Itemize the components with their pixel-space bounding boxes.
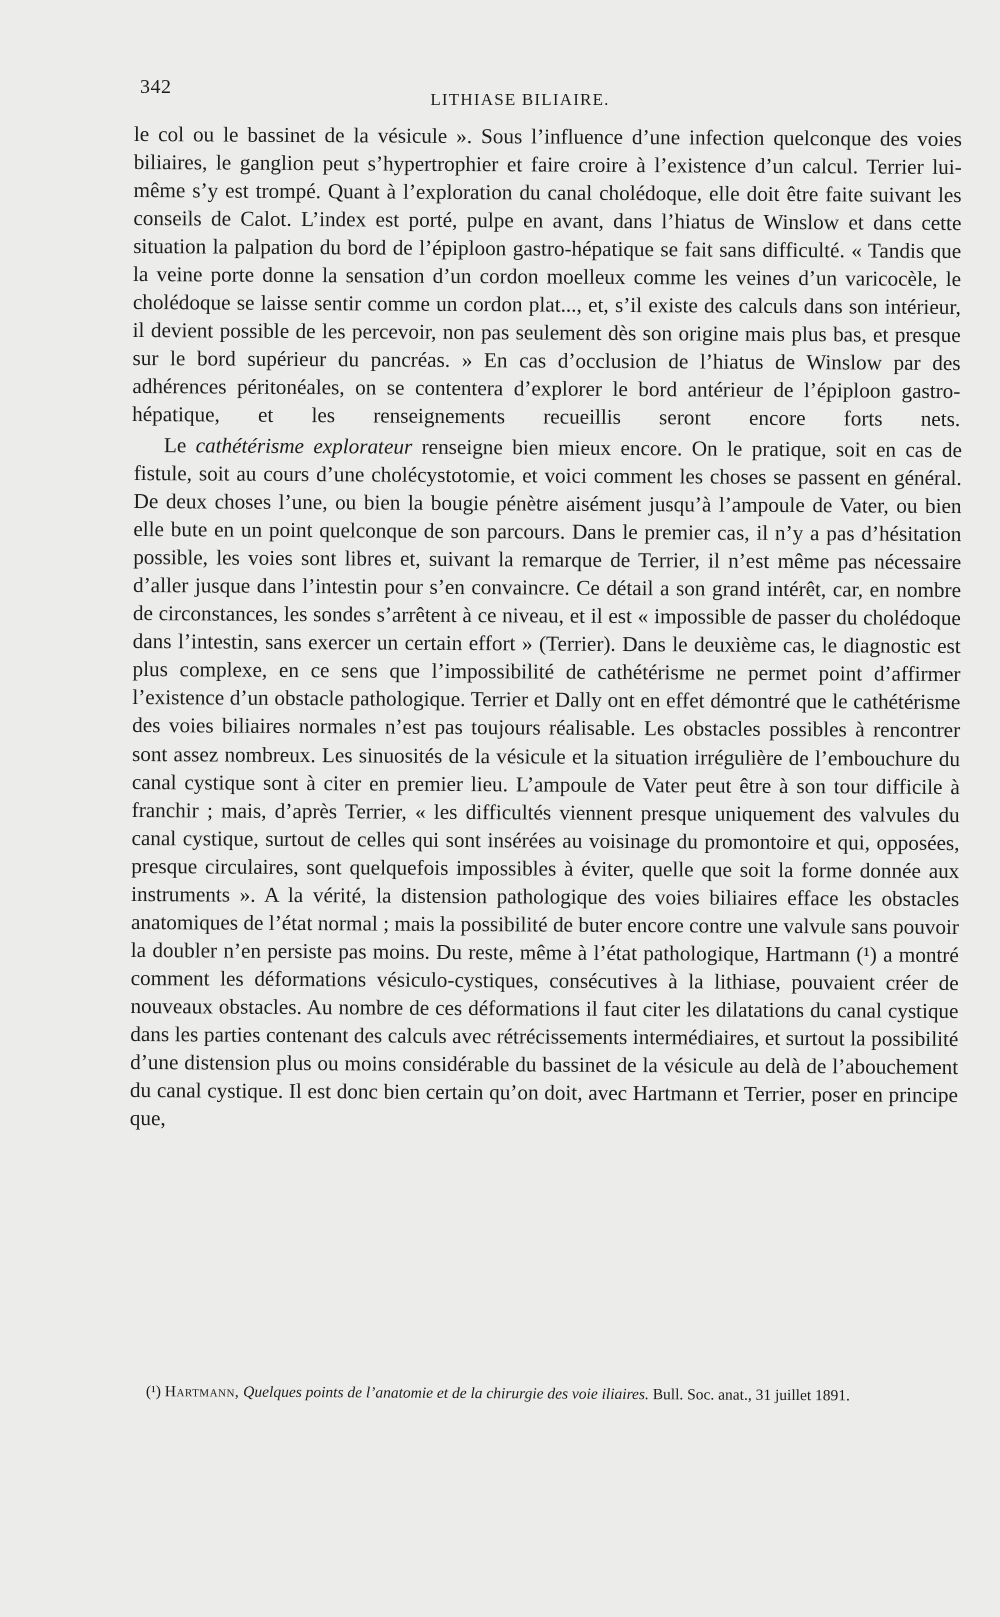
paragraph-2-italic-term: cathétérisme explorateur xyxy=(195,432,413,459)
body-text xyxy=(129,120,962,1132)
paragraph-2-lead: Le xyxy=(163,432,196,457)
paragraph-2-text: renseigne bien mieux encore. On le pratique, soit en cas de fistule, soit au cours d’une cholécystotomie, et voici comment les choses se passent en général. De deux choses l’une, ou bien la bougie pénètre aisément jusqu’à l’ampoule de Vater, ou bien elle bute en un point quelconque de son parcours. Dans le premier cas, il n’y a pas d’hésitation possible, les voies sont libres et, suivant la remarque de Terrier, il n’est même pas nécessaire d’aller jusque dans l’intestin pour s’en convaincre. Ce détail a son grand intérêt, car, en nombre de circonstances, les sondes s’arrêtent à ce niveau, et il est « impossible de passer du cholédoque dans l’intestin, sans exercer un certain effort » (Terrier). Dans le deuxième cas, le diagnostic est plus complexe, en ce sens que l’impossibilité de cathétérisme ne permet point d’affirmer l’existence d’un obstacle pathologique. Terrier et Dally ont en effet démontré que le cathétérisme des voies biliaires normales n’est pas toujours réalisable. Les obstacles possibles à rencontrer sont assez nombreux. Les sinuosités de la vésicule et la situation irrégulière de l’embouchure du canal cystique sont à citer en premier lieu. L’ampoule de Vater peut être à son tour difficile à franchir ; mais, d’après Terrier, « les difficultés viennent presque uniquement des valvules du canal cystique, surtout de celles qui sont insérées au voisinage du promontoire et qui, opposées, presque circulaires, sont quelquefois impossibles à éviter, quelle que soit la forme donnée aux instruments ». A la vérité, la distension pathologique des voies biliaires efface les obstacles anatomiques de l’état normal ; mais la possibilité de buter encore contre une valvule sans pouvoir la doubler n’en persiste pas moins. Du reste, même à l’état pathologique, Hartmann (¹) a montré comment les déformations vésiculo-cystiques, consécutives à la lithiase, pouvaient créer de nouveaux obstacles. Au nombre de ces déformations il faut citer les dilatations du canal cystique dans les parties contenant des calculs avec rétrécissements intermédiaires, et surtout la possibilité d’une distension plus ou moins considérable du bassinet de la vésicule au delà de l’abouchement du canal cystique. Il est donc bien certain qu’on doit, avec Hartmann et Terrier, poser en principe que, xyxy=(129,434,962,1130)
footnote xyxy=(134,1383,960,1406)
running-title: LITHIASE BILIAIRE. xyxy=(430,90,610,109)
footnote-reference: Bull. Soc. anat., 31 juillet 1891. xyxy=(648,1386,850,1405)
footnote-marker: (¹) xyxy=(145,1383,161,1401)
footnote-author: Hartmann, xyxy=(164,1383,240,1401)
paragraph-2 xyxy=(130,431,962,1137)
paragraph-1: le col ou le bassinet de la vésicule ». Sous l’influence d’une infection quelconque des voies biliaires, le ganglion peut s’hypertrophier et faire croire à l’existence d’un calcul. Terrier lui-même s’y est trompé. Quant à l’exploration du canal cholédoque, elle doit être faite suivant les conseils de Calot. L’index est porté, pulpe en avant, dans l’hiatus de Winslow et dans cette situation la palpation du bord de l’épiploon gastro-hépatique se fait sans difficulté. « Tandis que la veine porte donne la sensation d’un cordon moelleux comme les veines d’un varicocèle, le cholédoque se laisse sentir comme un cordon plat..., et, s’il existe des calculs dans son intérieur, il devient possible de les percevoir, non pas seulement dès son origine mais plus bas, et presque sur le bord supérieur du pancréas. » En cas d’occlusion de l’hiatus de Winslow par des adhérences péritonéales, on se contentera d’explorer le bord antérieur de l’épiploon gastro-hépatique, et les renseignements recueillis seront encore forts nets. xyxy=(132,121,962,432)
page-number: 342 xyxy=(140,76,172,98)
footnote-title: Quelques points de l’anatomie et de la chirurgie des voie iliaires. xyxy=(243,1383,649,1404)
